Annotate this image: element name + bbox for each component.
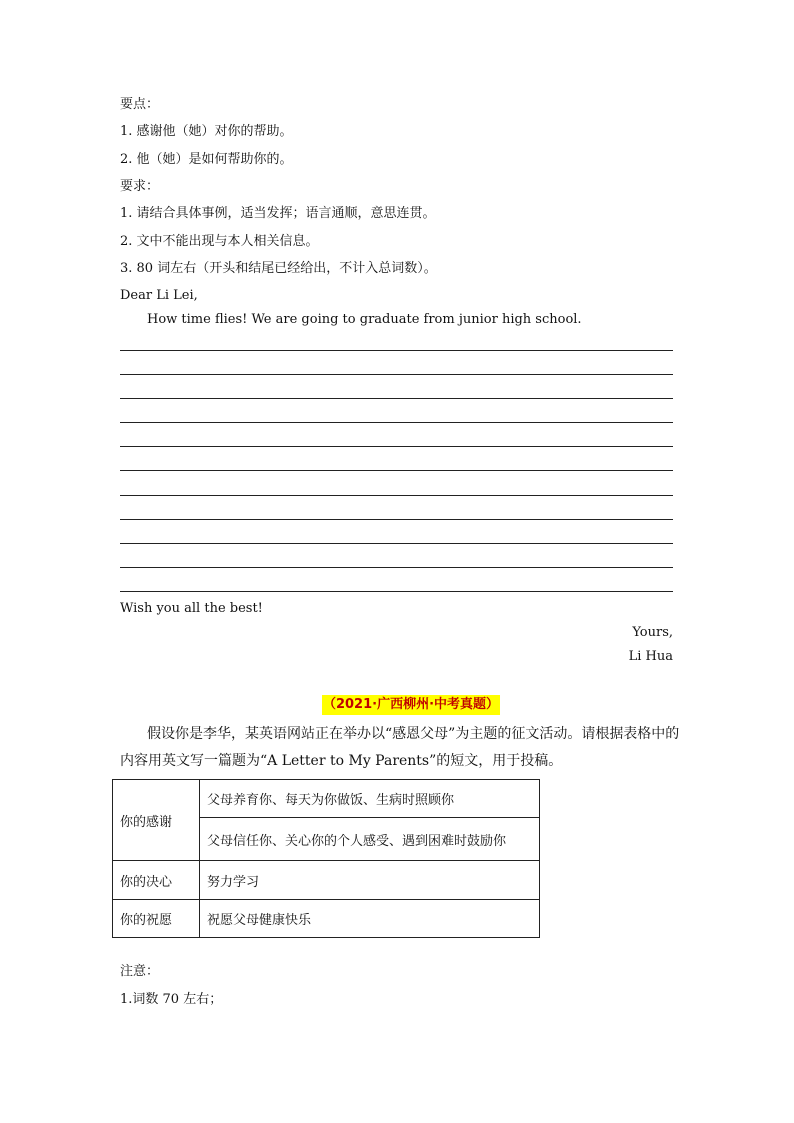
wish-value: 祝愿父母健康快乐 — [200, 900, 540, 938]
requirement-2: 2. 文中不能出现与本人相关信息。 — [120, 234, 319, 249]
intro-line-1: 假设你是李华，某英语网站正在举办以“感恩父母”为主题的征文活动。请根据表格中的 — [147, 726, 680, 742]
writing-line — [120, 398, 673, 399]
writing-line — [120, 446, 673, 447]
table-row — [113, 900, 540, 938]
table-row — [113, 780, 540, 818]
letter-opening: How time flies! We are going to graduate from junior high school. — [147, 312, 582, 327]
source-tag: （2021·广西柳州·中考真题） — [322, 695, 500, 715]
thanks-item-1: 父母养育你、每天为你做饭、生病时照顾你 — [200, 780, 540, 818]
writing-line — [120, 495, 673, 496]
letter-sign-off: Yours, — [632, 625, 673, 640]
requirement-3: 3. 80 词左右（开头和结尾已经给出，不计入总词数）。 — [120, 261, 437, 276]
note-1: 1.词数 70 左右； — [120, 992, 223, 1007]
points-heading: 要点： — [120, 97, 160, 112]
resolve-label: 你的决心 — [113, 861, 200, 900]
letter-greeting: Dear Li Lei, — [120, 288, 198, 303]
point-2: 2. 他（她）是如何帮助你的。 — [120, 152, 293, 167]
writing-line — [120, 519, 673, 520]
writing-line — [120, 422, 673, 423]
resolve-value: 努力学习 — [200, 861, 540, 900]
table-row — [113, 861, 540, 900]
letter-closing: Wish you all the best! — [120, 601, 263, 616]
writing-line — [120, 543, 673, 544]
intro-line-2: 内容用英文写一篇题为“A Letter to My Parents”的短文，用于投稿。 — [120, 753, 563, 769]
requirement-1: 1. 请结合具体事例，适当发挥；语言通顺，意思连贯。 — [120, 206, 436, 221]
thanks-label: 你的感谢 — [113, 780, 200, 861]
thanks-table — [112, 779, 540, 938]
writing-line — [120, 567, 673, 568]
writing-line — [120, 374, 673, 375]
letter-signature: Li Hua — [628, 649, 673, 664]
thanks-item-2: 父母信任你、关心你的个人感受、遇到困难时鼓励你 — [200, 818, 540, 861]
notes-heading: 注意： — [120, 964, 160, 979]
requirements-heading: 要求： — [120, 179, 160, 194]
writing-line — [120, 591, 673, 592]
point-1: 1. 感谢他（她）对你的帮助。 — [120, 124, 293, 139]
writing-line — [120, 350, 673, 351]
wish-label: 你的祝愿 — [113, 900, 200, 938]
writing-line — [120, 470, 673, 471]
